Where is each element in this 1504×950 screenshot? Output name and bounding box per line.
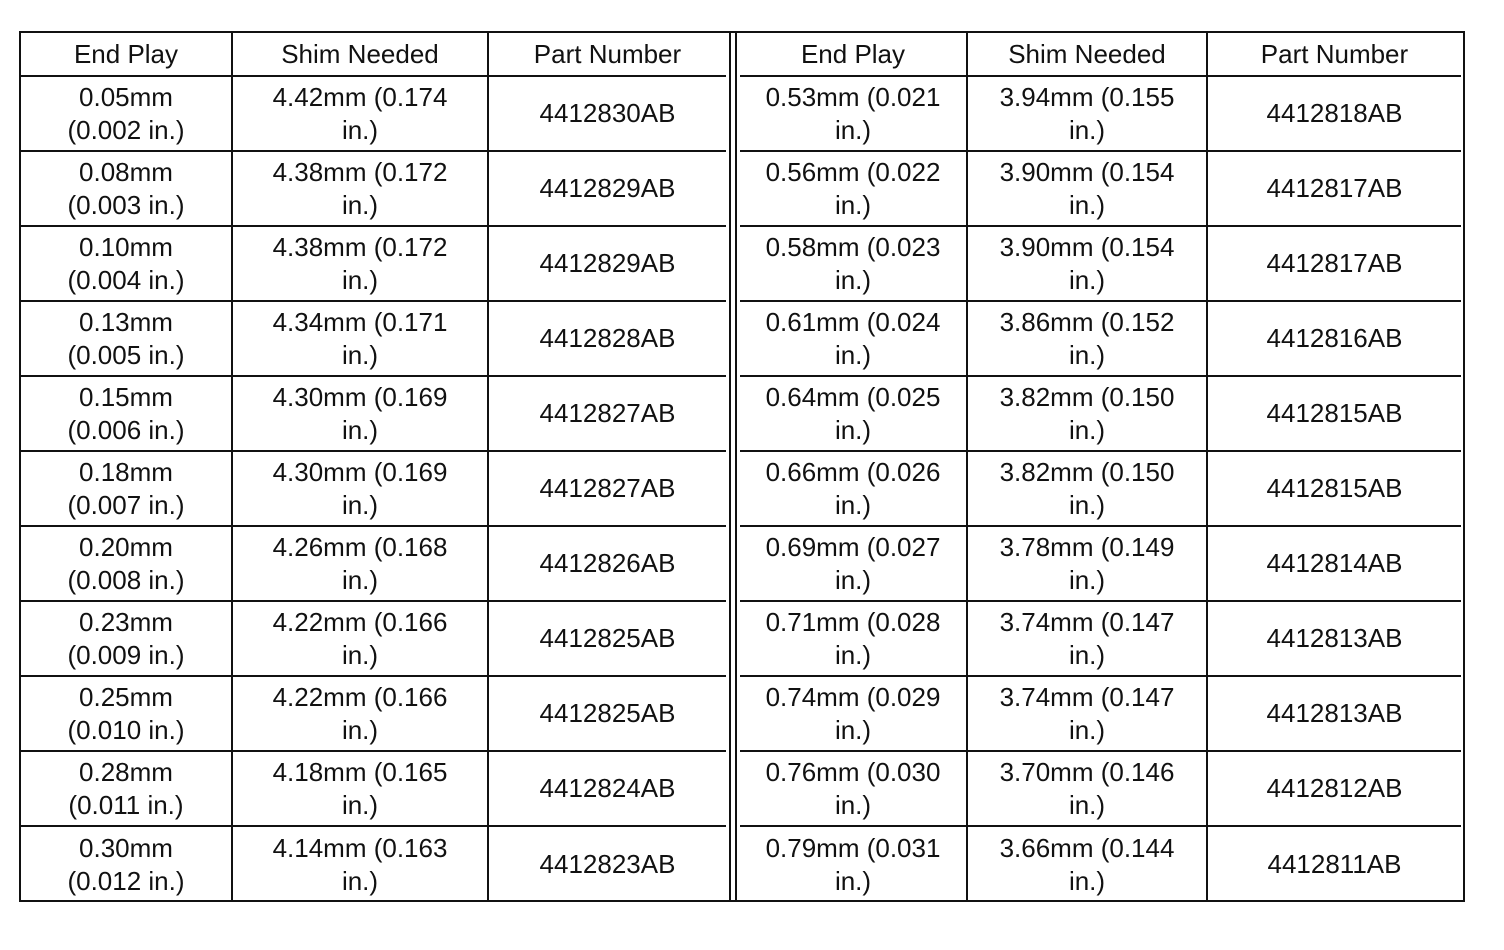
end-play-cell: 0.66mm (0.026 in.) (740, 452, 968, 527)
shim-needed-cell: 4.30mm (0.169 in.) (233, 377, 489, 452)
part-number-cell: 4412825AB (489, 677, 726, 752)
part-number-cell: 4412817AB (1208, 152, 1461, 227)
shim-selection-table (19, 31, 1465, 902)
end-play-cell: 0.53mm (0.021 in.) (740, 77, 968, 152)
shim-needed-cell: 3.94mm (0.155 in.) (968, 77, 1208, 152)
part-number-cell: 4412827AB (489, 452, 726, 527)
part-number-cell: 4412814AB (1208, 527, 1461, 602)
shim-needed-cell: 4.34mm (0.171 in.) (233, 302, 489, 377)
part-number-cell: 4412829AB (489, 227, 726, 302)
part-number-cell: 4412815AB (1208, 377, 1461, 452)
part-number-cell: 4412812AB (1208, 752, 1461, 827)
end-play-cell: 0.71mm (0.028 in.) (740, 602, 968, 677)
part-number-cell: 4412813AB (1208, 602, 1461, 677)
end-play-cell: 0.15mm (0.006 in.) (21, 377, 233, 452)
header-part-number: Part Number (489, 33, 726, 77)
shim-needed-cell: 4.38mm (0.172 in.) (233, 152, 489, 227)
shim-needed-cell: 4.22mm (0.166 in.) (233, 602, 489, 677)
end-play-cell: 0.56mm (0.022 in.) (740, 152, 968, 227)
end-play-cell: 0.64mm (0.025 in.) (740, 377, 968, 452)
end-play-cell: 0.74mm (0.029 in.) (740, 677, 968, 752)
shim-needed-cell: 3.82mm (0.150 in.) (968, 452, 1208, 527)
end-play-cell: 0.05mm (0.002 in.) (21, 77, 233, 152)
table-left-half (21, 33, 726, 900)
end-play-cell: 0.23mm (0.009 in.) (21, 602, 233, 677)
part-number-cell: 4412828AB (489, 302, 726, 377)
end-play-cell: 0.69mm (0.027 in.) (740, 527, 968, 602)
part-number-cell: 4412823AB (539, 849, 676, 879)
end-play-cell: 0.79mm (0.031 in.) (740, 827, 968, 902)
end-play-cell: 0.25mm (0.010 in.) (21, 677, 233, 752)
end-play-cell: 0.30mm (0.012 in.) (21, 827, 233, 902)
end-play-cell: 0.13mm (0.005 in.) (21, 302, 233, 377)
end-play-cell: 0.20mm (0.008 in.) (21, 527, 233, 602)
part-number-cell: 4412818AB (1208, 77, 1461, 152)
header-shim-needed: Shim Needed (233, 33, 489, 77)
shim-needed-cell: 3.82mm (0.150 in.) (968, 377, 1208, 452)
end-play-cell: 0.10mm (0.004 in.) (21, 227, 233, 302)
shim-needed-cell: 3.86mm (0.152 in.) (968, 302, 1208, 377)
end-play-cell: 0.58mm (0.023 in.) (740, 227, 968, 302)
part-number-cell: 4412827AB (489, 377, 726, 452)
header-end-play: End Play (21, 33, 233, 77)
end-play-cell: 0.18mm (0.007 in.) (21, 452, 233, 527)
shim-needed-cell: 4.42mm (0.174 in.) (233, 77, 489, 152)
shim-needed-cell: 3.74mm (0.147 in.) (968, 602, 1208, 677)
part-number-cell: 4412817AB (1208, 227, 1461, 302)
header-part-number: Part Number (1208, 33, 1461, 77)
end-play-cell: 0.76mm (0.030 in.) (740, 752, 968, 827)
end-play-cell: 0.61mm (0.024 in.) (740, 302, 968, 377)
shim-needed-cell: 4.18mm (0.165 in.) (233, 752, 489, 827)
shim-needed-cell: 4.22mm (0.166 in.) (233, 677, 489, 752)
part-number-cell: 4412813AB (1208, 677, 1461, 752)
shim-needed-cell: 4.30mm (0.169 in.) (233, 452, 489, 527)
end-play-cell: 0.08mm (0.003 in.) (21, 152, 233, 227)
end-play-cell: 0.28mm (0.011 in.) (21, 752, 233, 827)
part-number-cell: 4412825AB (489, 602, 726, 677)
shim-needed-cell: 3.74mm (0.147 in.) (968, 677, 1208, 752)
header-shim-needed: Shim Needed (968, 33, 1208, 77)
shim-needed-cell: 3.66mm (0.144 in.) (968, 827, 1208, 902)
shim-needed-cell: 4.38mm (0.172 in.) (233, 227, 489, 302)
shim-needed-cell: 3.78mm (0.149 in.) (968, 527, 1208, 602)
table-double-divider (729, 33, 737, 900)
shim-needed-cell: 3.90mm (0.154 in.) (968, 227, 1208, 302)
part-number-cell: 4412816AB (1208, 302, 1461, 377)
part-number-cell: 4412811AB (1267, 849, 1402, 879)
shim-needed-cell: 4.14mm (0.163 in.) (233, 827, 489, 902)
table-right-half (740, 33, 1461, 900)
shim-needed-cell: 4.26mm (0.168 in.) (233, 527, 489, 602)
header-end-play: End Play (740, 33, 968, 77)
part-number-cell: 4412829AB (489, 152, 726, 227)
part-number-cell: 4412815AB (1208, 452, 1461, 527)
shim-needed-cell: 3.70mm (0.146 in.) (968, 752, 1208, 827)
part-number-cell: 4412830AB (489, 77, 726, 152)
part-number-cell: 4412824AB (489, 752, 726, 827)
part-number-cell: 4412826AB (489, 527, 726, 602)
shim-needed-cell: 3.90mm (0.154 in.) (968, 152, 1208, 227)
